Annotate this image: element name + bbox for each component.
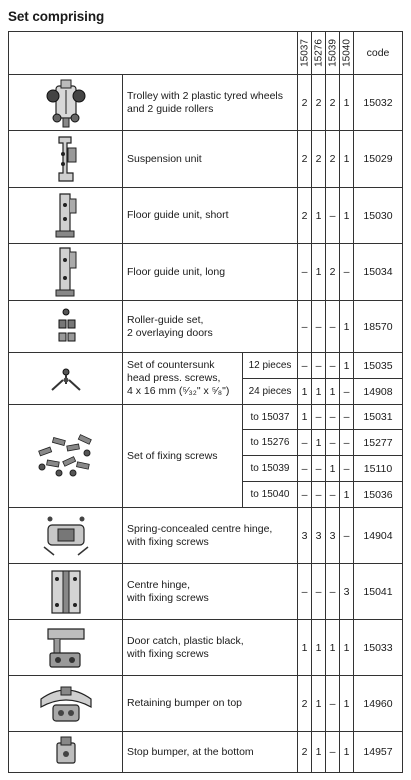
pack-size-label: 12 pieces xyxy=(243,353,298,379)
quantity-cell: – xyxy=(298,353,312,379)
quantity-cell: 2 xyxy=(326,244,340,301)
quantity-cell: 3 xyxy=(312,508,326,564)
column-header-variant: 15276 xyxy=(312,32,326,75)
table-row xyxy=(9,405,403,430)
quantity-cell: – xyxy=(326,732,340,773)
centre-hinge-icon xyxy=(46,567,86,617)
code-cell: 18570 xyxy=(354,301,403,353)
quantity-cell: 1 xyxy=(312,676,326,732)
code-cell: 15036 xyxy=(354,482,403,508)
quantity-cell: – xyxy=(298,301,312,353)
description: Set of countersunk head press. screws, 4 x 16 mm (⁵⁄₃₂" x ⁵⁄₈") xyxy=(123,353,243,405)
quantity-cell: 1 xyxy=(312,620,326,676)
quantity-cell: – xyxy=(340,244,354,301)
table-row xyxy=(9,301,403,353)
table-row xyxy=(9,564,403,620)
quantity-cell: 2 xyxy=(326,75,340,131)
floor-guide-long-icon xyxy=(51,246,81,298)
description: Door catch, plastic black, with fixing screws xyxy=(123,620,298,676)
column-header-variant: 15039 xyxy=(326,32,340,75)
quantity-cell: 1 xyxy=(340,188,354,244)
quantity-cell: 1 xyxy=(340,353,354,379)
quantity-cell: 1 xyxy=(312,379,326,405)
table-row xyxy=(9,131,403,188)
description: Retaining bumper on top xyxy=(123,676,298,732)
fixing-screws-icon xyxy=(33,431,99,481)
quantity-cell: – xyxy=(312,301,326,353)
variant-label: to 15037 xyxy=(243,405,298,430)
column-header-variant: 15037 xyxy=(298,32,312,75)
quantity-cell: – xyxy=(312,564,326,620)
table-row xyxy=(9,620,403,676)
quantity-cell: – xyxy=(326,482,340,508)
quantity-cell: 1 xyxy=(340,482,354,508)
table-row xyxy=(9,508,403,564)
column-header-variant: 15040 xyxy=(340,32,354,75)
stop-bumper-icon xyxy=(51,735,81,769)
header-row xyxy=(9,32,403,75)
quantity-cell: – xyxy=(326,188,340,244)
quantity-cell: 2 xyxy=(298,676,312,732)
quantity-cell: 1 xyxy=(340,620,354,676)
variant-label: to 15040 xyxy=(243,482,298,508)
suspension-unit-icon xyxy=(51,134,81,184)
quantity-cell: 1 xyxy=(326,456,340,482)
variant-label: to 15039 xyxy=(243,456,298,482)
quantity-cell: – xyxy=(326,430,340,456)
code-cell: 15034 xyxy=(354,244,403,301)
quantity-cell: – xyxy=(298,456,312,482)
quantity-cell: 2 xyxy=(298,732,312,773)
quantity-cell: 1 xyxy=(340,131,354,188)
quantity-cell: – xyxy=(340,430,354,456)
pack-size-label: 24 pieces xyxy=(243,379,298,405)
quantity-cell: – xyxy=(312,456,326,482)
code-cell: 15030 xyxy=(354,188,403,244)
code-cell: 15035 xyxy=(354,353,403,379)
column-header-code: code xyxy=(354,32,403,75)
quantity-cell: 1 xyxy=(298,405,312,430)
quantity-cell: – xyxy=(340,405,354,430)
quantity-cell: – xyxy=(326,301,340,353)
code-cell: 15110 xyxy=(354,456,403,482)
description: Floor guide unit, long xyxy=(123,244,298,301)
description: Floor guide unit, short xyxy=(123,188,298,244)
quantity-cell: – xyxy=(298,430,312,456)
quantity-cell: – xyxy=(326,676,340,732)
description: Set of fixing screws xyxy=(123,405,243,508)
code-cell: 15041 xyxy=(354,564,403,620)
table-row xyxy=(9,676,403,732)
description: Centre hinge, with fixing screws xyxy=(123,564,298,620)
quantity-cell: 1 xyxy=(340,301,354,353)
parts-table xyxy=(8,31,403,773)
trolley-icon xyxy=(43,78,89,128)
table-row xyxy=(9,244,403,301)
code-cell: 14960 xyxy=(354,676,403,732)
quantity-cell: 2 xyxy=(312,75,326,131)
countersunk-screws-icon xyxy=(46,362,86,396)
code-cell: 15277 xyxy=(354,430,403,456)
quantity-cell: – xyxy=(326,564,340,620)
quantity-cell: – xyxy=(340,456,354,482)
quantity-cell: – xyxy=(340,508,354,564)
quantity-cell: 1 xyxy=(340,732,354,773)
quantity-cell: 1 xyxy=(312,244,326,301)
quantity-cell: 1 xyxy=(326,620,340,676)
quantity-cell: 1 xyxy=(312,188,326,244)
spring-hinge-icon xyxy=(38,511,94,561)
quantity-cell: 1 xyxy=(340,676,354,732)
roller-guide-set-icon xyxy=(51,307,81,347)
table-row xyxy=(9,732,403,773)
retaining-bumper-icon xyxy=(35,679,97,729)
variant-label: to 15276 xyxy=(243,430,298,456)
quantity-cell: 2 xyxy=(298,131,312,188)
code-cell: 15029 xyxy=(354,131,403,188)
door-catch-icon xyxy=(40,623,92,673)
table-row xyxy=(9,75,403,131)
description: Stop bumper, at the bottom xyxy=(123,732,298,773)
code-cell: 15033 xyxy=(354,620,403,676)
quantity-cell: 3 xyxy=(340,564,354,620)
code-cell: 14957 xyxy=(354,732,403,773)
table-row xyxy=(9,188,403,244)
description: Spring-concealed centre hinge, with fixing screws xyxy=(123,508,298,564)
quantity-cell: 2 xyxy=(326,131,340,188)
description: Roller-guide set, 2 overlaying doors xyxy=(123,301,298,353)
code-cell: 14908 xyxy=(354,379,403,405)
quantity-cell: – xyxy=(326,353,340,379)
quantity-cell: 3 xyxy=(326,508,340,564)
code-cell: 15031 xyxy=(354,405,403,430)
quantity-cell: 1 xyxy=(312,732,326,773)
description: Trolley with 2 plastic tyred wheels and 2 guide rollers xyxy=(123,75,298,131)
quantity-cell: – xyxy=(312,353,326,379)
quantity-cell: 1 xyxy=(312,430,326,456)
description: Suspension unit xyxy=(123,131,298,188)
quantity-cell: – xyxy=(312,405,326,430)
code-cell: 14904 xyxy=(354,508,403,564)
quantity-cell: 1 xyxy=(298,620,312,676)
page-title: Set comprising xyxy=(8,9,105,24)
quantity-cell: 1 xyxy=(340,75,354,131)
floor-guide-short-icon xyxy=(51,191,81,241)
quantity-cell: 2 xyxy=(298,188,312,244)
quantity-cell: 1 xyxy=(298,379,312,405)
quantity-cell: – xyxy=(298,244,312,301)
quantity-cell: – xyxy=(340,379,354,405)
quantity-cell: 1 xyxy=(326,379,340,405)
quantity-cell: – xyxy=(298,482,312,508)
table-row xyxy=(9,353,403,379)
code-cell: 15032 xyxy=(354,75,403,131)
quantity-cell: – xyxy=(312,482,326,508)
quantity-cell: 2 xyxy=(312,131,326,188)
quantity-cell: 2 xyxy=(298,75,312,131)
quantity-cell: 3 xyxy=(298,508,312,564)
quantity-cell: – xyxy=(326,405,340,430)
quantity-cell: – xyxy=(298,564,312,620)
